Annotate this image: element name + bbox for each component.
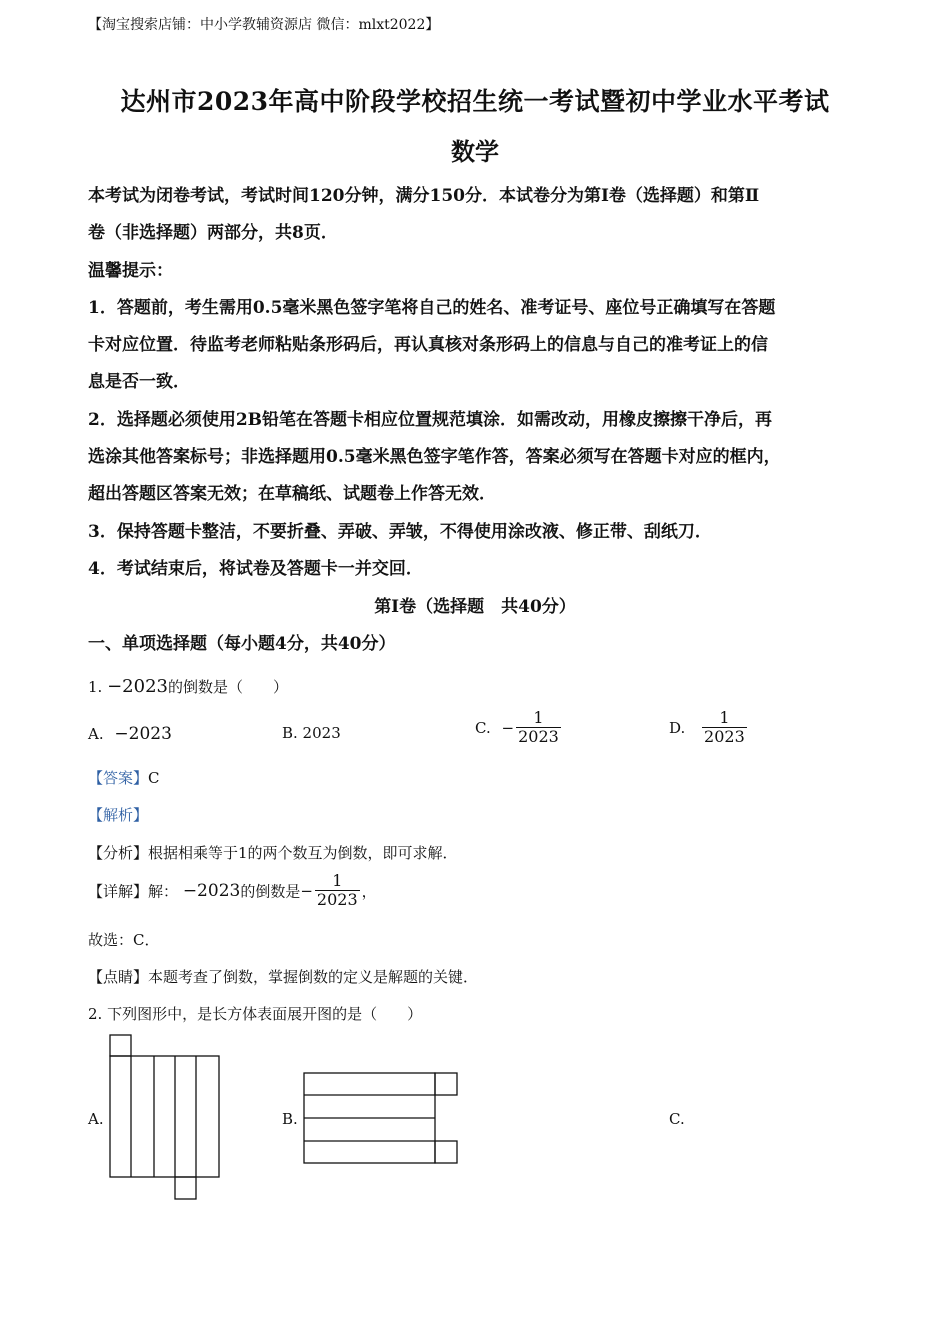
net-figure-a xyxy=(108,1033,222,1201)
q1-comment: 【点睛】本题考查了倒数，掌握倒数的定义是解题的关键． xyxy=(88,968,479,986)
fraction: $\frac{1}{2023}$ xyxy=(316,871,358,910)
tip-line: 选涂其他答案标号；非选择题用0.5毫米黑色签字笔作答，答案必须写在答题卡对应的框内， xyxy=(88,447,781,467)
q1-option-d: D. $\frac{1}{2023}$ xyxy=(669,708,745,747)
section-title: 第Ⅰ卷（选择题 共40分） xyxy=(374,597,576,617)
tip-line: 卡对应位置．待监考老师粘贴条形码后，再认真核对条形码上的信息与自己的准考证上的信 xyxy=(88,335,768,355)
q2-option-a-label: A. xyxy=(88,1110,104,1128)
tip-line: 超出答题区答案无效；在草稿纸、试题卷上作答无效． xyxy=(88,484,496,504)
tip-line: 3．保持答题卡整洁，不要折叠、弄破、弄皱，不得使用涂改液、修正带、刮纸刀． xyxy=(88,522,712,542)
question-2-stem: 2. 下列图形中，是长方体表面展开图的是（ ） xyxy=(88,1005,423,1023)
intro-line-2: 卷（非选择题）两部分，共8页． xyxy=(88,223,338,243)
q1-answer: 【答案】C xyxy=(88,769,160,787)
q1-option-b: B. 2023 xyxy=(282,724,341,742)
q1-option-c: C. − $\frac{1}{2023}$ xyxy=(475,708,559,747)
subject-title: 数学 xyxy=(451,137,499,166)
net-a-top-square xyxy=(110,1035,131,1056)
intro-line-1: 本考试为闭卷考试，考试时间120分钟，满分150分．本试卷分为第Ⅰ卷（选择题）和第Ⅱ xyxy=(88,186,760,206)
net-a-body xyxy=(110,1056,219,1177)
q2-option-b-label: B. xyxy=(282,1110,298,1128)
net-figure-b xyxy=(302,1071,462,1167)
net-b-bottom-tab xyxy=(435,1141,457,1163)
tip-line: 4．考试结束后，将试卷及答题卡一并交回． xyxy=(88,559,423,579)
fraction: $\frac{1}{2023}$ xyxy=(704,708,745,747)
q1-choose: 故选：C． xyxy=(88,931,160,949)
q1-analysis-tag: 【解析】 xyxy=(88,806,149,824)
q1-fenxi: 【分析】根据相乘等于1的两个数互为倒数，即可求解． xyxy=(88,844,458,862)
tips-title: 温馨提示： xyxy=(88,261,173,281)
fraction: $\frac{1}{2023}$ xyxy=(518,708,559,747)
question-1-stem: 1. −2023的倒数是（ ） xyxy=(88,676,288,697)
net-b-top-tab xyxy=(435,1073,457,1095)
part-title: 一、单项选择题（每小题4分，共40分） xyxy=(88,634,396,654)
exam-title: 达州市2023年高中阶段学校招生统一考试暨初中学业水平考试 xyxy=(120,87,830,116)
tip-line: 2．选择题必须使用2B铅笔在答题卡相应位置规范填涂．如需改动，用橡皮擦擦干净后，再 xyxy=(88,410,773,430)
tip-line: 1．答题前，考生需用0.5毫米黑色签字笔将自己的姓名、准考证号、座位号正确填写在答题 xyxy=(88,298,776,318)
tip-line: 息是否一致． xyxy=(88,372,190,392)
q1-detail: 【详解】解： −2023的倒数是− $\frac{1}{2023}$ ， xyxy=(88,871,377,910)
net-a-bottom-square xyxy=(175,1177,196,1199)
q2-option-c-label: C. xyxy=(669,1110,685,1128)
q1-option-a: A. −2023 xyxy=(88,724,172,744)
source-header: 【淘宝搜索店铺：中小学教辅资源店 微信：mlxt2022】 xyxy=(88,17,440,33)
